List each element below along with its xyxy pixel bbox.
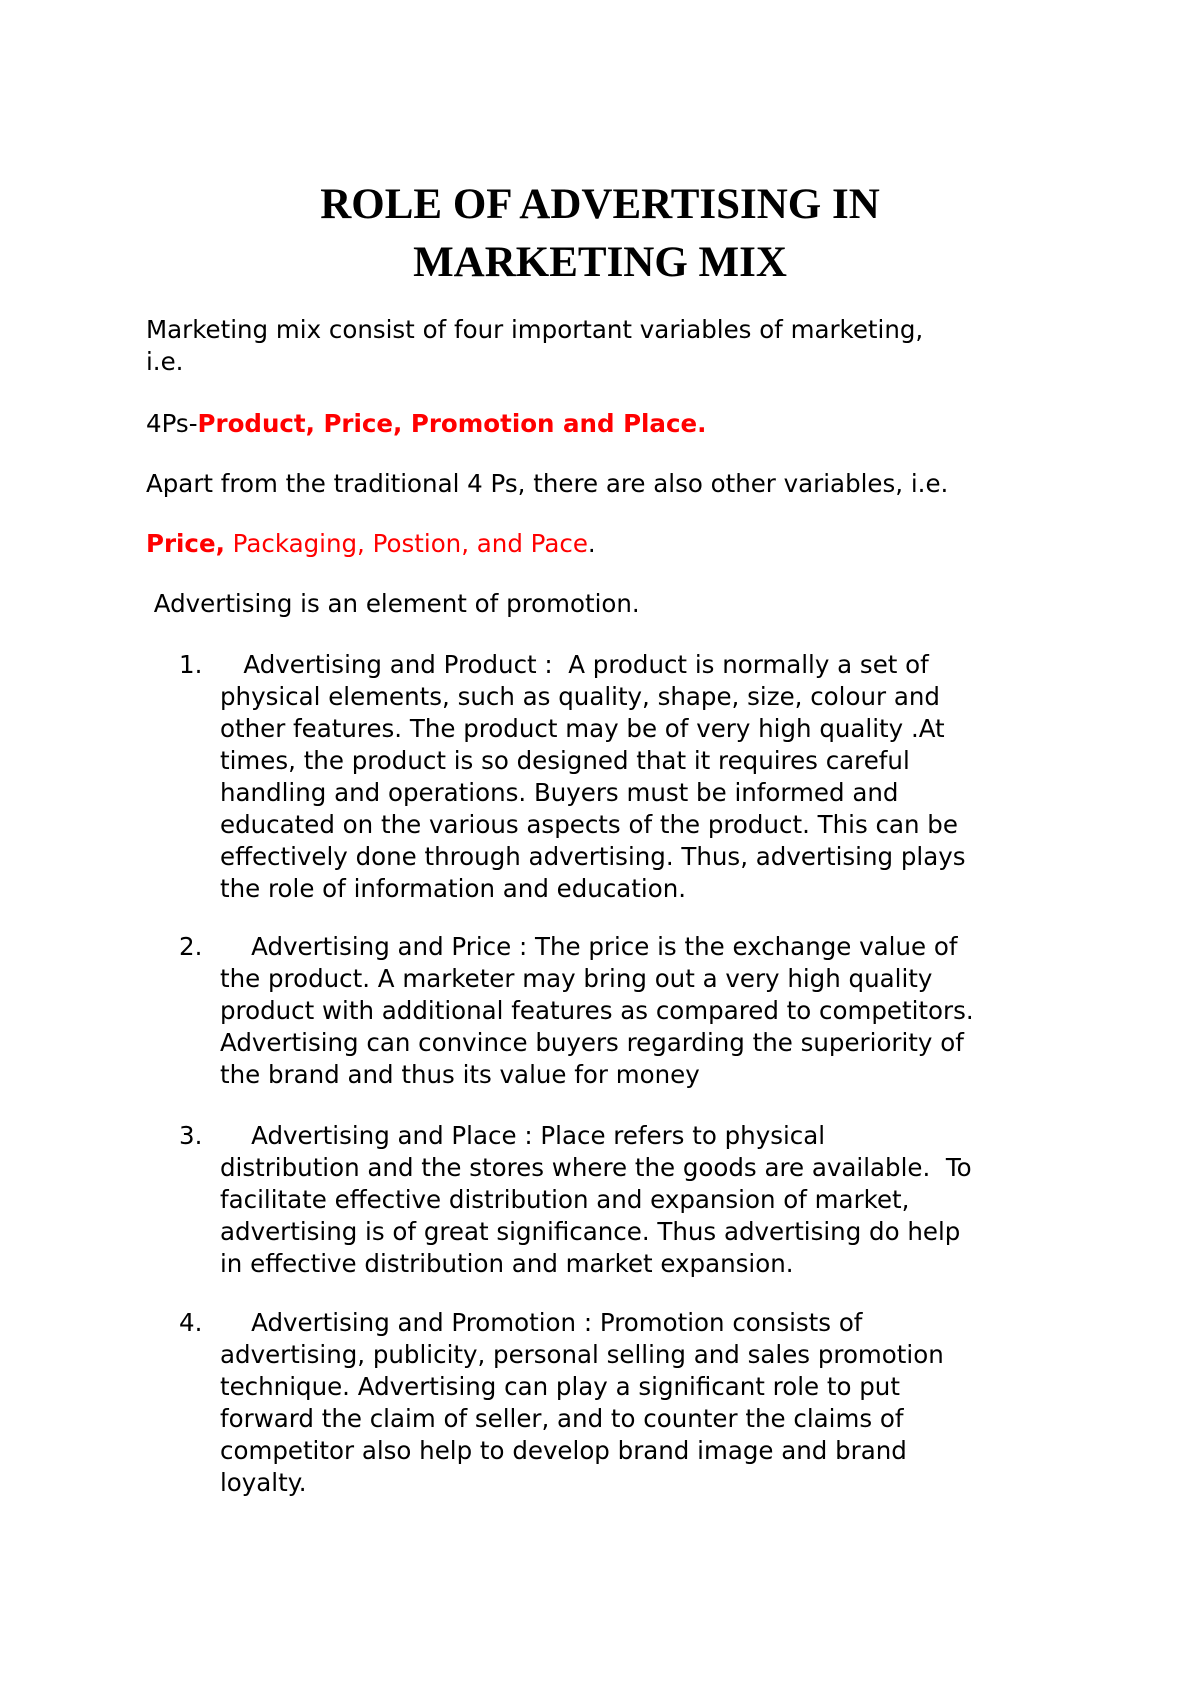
other-variables-text: Apart from the traditional 4 Ps, there are also other variables, i.e.	[146, 469, 949, 498]
list-line: advertising is of great significance. Thus advertising do help	[220, 1217, 961, 1246]
list-line: competitor also help to develop brand image and brand	[220, 1436, 907, 1465]
element-note-text: Advertising is an element of promotion.	[146, 589, 640, 618]
list-line: Advertising and Price : The price is the exchange value of	[220, 932, 958, 961]
list-line: advertising, publicity, personal selling and sales promotion	[220, 1340, 944, 1369]
list-line: product with additional features as compared to competitors.	[220, 996, 974, 1025]
list-line: times, the product is so designed that it requires careful	[220, 746, 910, 775]
list-number: 2.	[179, 932, 203, 961]
list-line: forward the claim of seller, and to counter the claims of	[220, 1404, 904, 1433]
list-item-text	[220, 649, 1066, 905]
list-line: technique. Advertising can play a significant role to put	[220, 1372, 900, 1401]
other-variables-paragraph	[146, 468, 1046, 500]
list-line: facilitate effective distribution and expansion of market,	[220, 1185, 910, 1214]
list-line: Advertising can convince buyers regarding the superiority of	[220, 1028, 964, 1057]
list-line: other features. The product may be of very high quality .At	[220, 714, 945, 743]
list-line: distribution and the stores where the goods are available. To	[220, 1153, 972, 1182]
other-list-paragraph	[146, 528, 1046, 560]
four-ps-items: Product, Price, Promotion and Place.	[197, 409, 707, 438]
intro-line-1: Marketing mix consist of four important variables of marketing,	[146, 315, 924, 344]
element-note-paragraph	[146, 588, 1046, 620]
list-line: handling and operations. Buyers must be informed and	[220, 778, 899, 807]
list-line: in effective distribution and market expansion.	[220, 1249, 794, 1278]
list-item-price	[146, 931, 1066, 1091]
list-item-promotion	[146, 1307, 1066, 1499]
intro-paragraph	[146, 314, 1046, 378]
other-list-end: .	[587, 529, 596, 558]
list-item-text	[220, 1120, 1066, 1280]
four-ps-paragraph	[146, 408, 1046, 440]
list-line: Advertising and Promotion : Promotion consists of	[220, 1308, 863, 1337]
intro-line-2: i.e.	[146, 347, 184, 376]
list-number: 3.	[179, 1121, 203, 1150]
list-number: 4.	[179, 1308, 203, 1337]
list-item-text	[220, 931, 1066, 1091]
list-line: Advertising and Place : Place refers to physical	[220, 1121, 826, 1150]
title-line-1: ROLE OF ADVERTISING IN	[320, 181, 880, 228]
other-list-bold: Price,	[146, 529, 225, 558]
list-line: the role of information and education.	[220, 874, 687, 903]
document-title	[0, 176, 1200, 292]
list-number: 1.	[179, 650, 203, 679]
list-line: effectively done through advertising. Thus, advertising plays	[220, 842, 966, 871]
list-item-product	[146, 649, 1066, 905]
list-line: physical elements, such as quality, shape, size, colour and	[220, 682, 940, 711]
other-list-rest: Packaging, Postion, and Pace	[224, 529, 588, 558]
title-line-2: MARKETING MIX	[413, 239, 787, 286]
list-item-place	[146, 1120, 1066, 1280]
list-line: loyalty.	[220, 1468, 307, 1497]
list-line: the brand and thus its value for money	[220, 1060, 700, 1089]
list-line: educated on the various aspects of the product. This can be	[220, 810, 958, 839]
list-line: Advertising and Product : A product is normally a set of	[220, 650, 929, 679]
list-item-text	[220, 1307, 1066, 1499]
four-ps-prefix: 4Ps-	[146, 409, 198, 438]
list-line: the product. A marketer may bring out a very high quality	[220, 964, 933, 993]
